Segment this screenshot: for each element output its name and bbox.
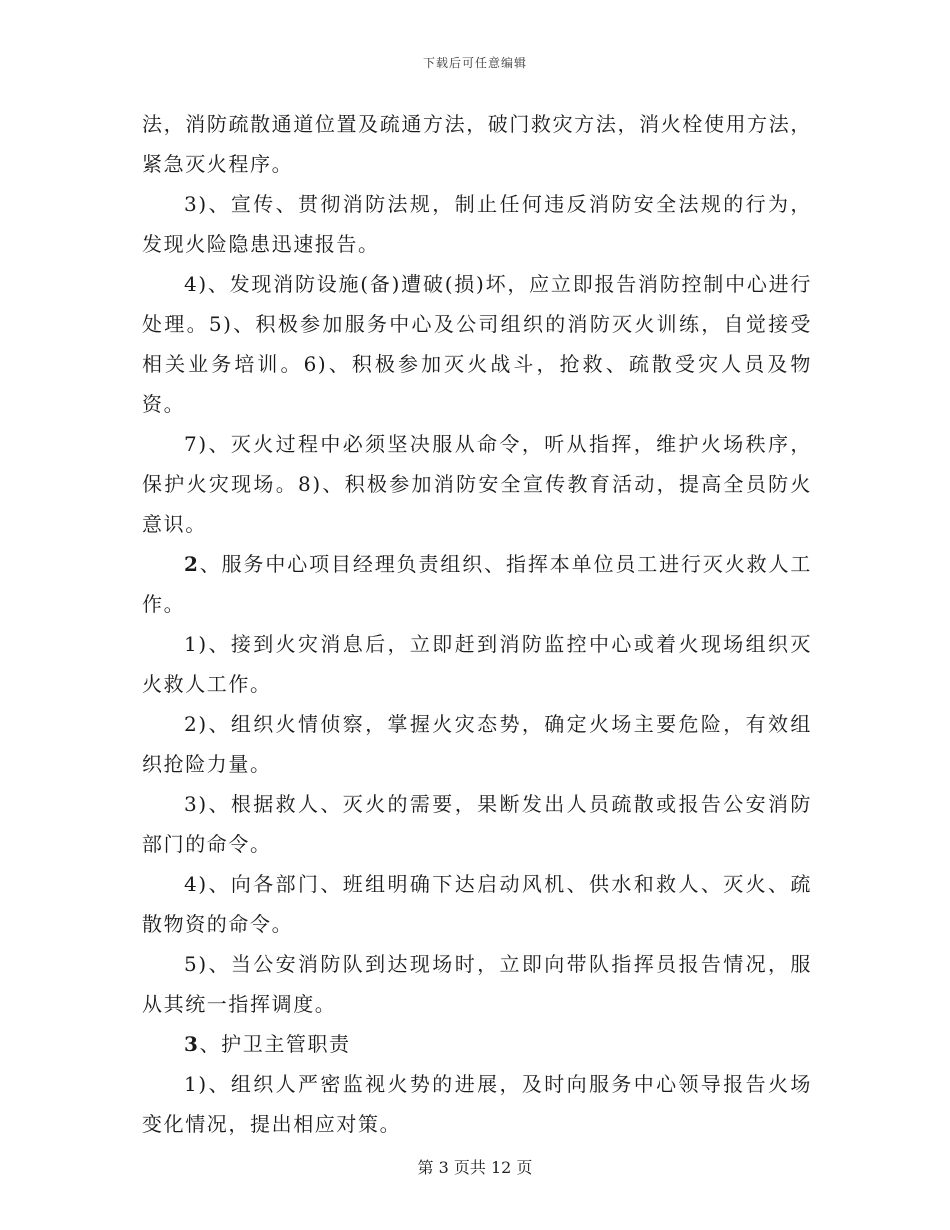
- paragraph-item: 4)、向各部门、班组明确下达启动风机、供水和救人、灭火、疏散物资的命令。: [142, 872, 812, 936]
- section-heading-text: 、服务中心项目经理负责组织、指挥本单位员工进行灭火救人工作。: [142, 552, 812, 616]
- paragraph-item: 7)、灭火过程中必须坚决服从命令，听从指挥，维护火场秩序，保护火灾现场。8)、积极参加消防安全宣传教育活动，提高全员防火意识。: [142, 432, 812, 536]
- paragraph-continuation: 法，消防疏散通道位置及疏通方法，破门救灾方法，消火栓使用方法，紧急灭火程序。: [142, 112, 812, 176]
- paragraph-item: 4)、发现消防设施(备)遭破(损)坏，应立即报告消防控制中心进行处理。5)、积极参加服务中心及公司组织的消防灭火训练，自觉接受相关业务培训。6)、积极参加灭火战斗，抢救、疏散受灾人员及物资。: [142, 272, 812, 416]
- page-footer: 第 3 页共 12 页: [417, 1158, 533, 1177]
- section-heading: [142, 1024, 812, 1064]
- paragraph-item: 2)、组织火情侦察，掌握火灾态势，确定火场主要危险，有效组织抢险力量。: [142, 712, 812, 776]
- page-header: 下载后可任意编辑: [422, 56, 527, 70]
- paragraph-item: 5)、当公安消防队到达现场时，立即向带队指挥员报告情况，服从其统一指挥调度。: [142, 952, 812, 1016]
- section-number: 3: [184, 1032, 200, 1056]
- section-heading-text: 、护卫主管职责: [199, 1032, 351, 1056]
- section-heading: [142, 544, 812, 624]
- paragraph-item: 1)、组织人严密监视火势的进展，及时向服务中心领导报告火场变化情况，提出相应对策。: [142, 1072, 812, 1136]
- paragraph-item: 3)、根据救人、灭火的需要，果断发出人员疏散或报告公安消防部门的命令。: [142, 792, 812, 856]
- document-body: [142, 104, 812, 1144]
- paragraph-item: 1)、接到火灾消息后，立即赶到消防监控中心或着火现场组织灭火救人工作。: [142, 632, 812, 696]
- paragraph-item: 3)、宣传、贯彻消防法规，制止任何违反消防安全法规的行为，发现火险隐患迅速报告。: [142, 192, 812, 256]
- section-number: 2: [184, 552, 200, 576]
